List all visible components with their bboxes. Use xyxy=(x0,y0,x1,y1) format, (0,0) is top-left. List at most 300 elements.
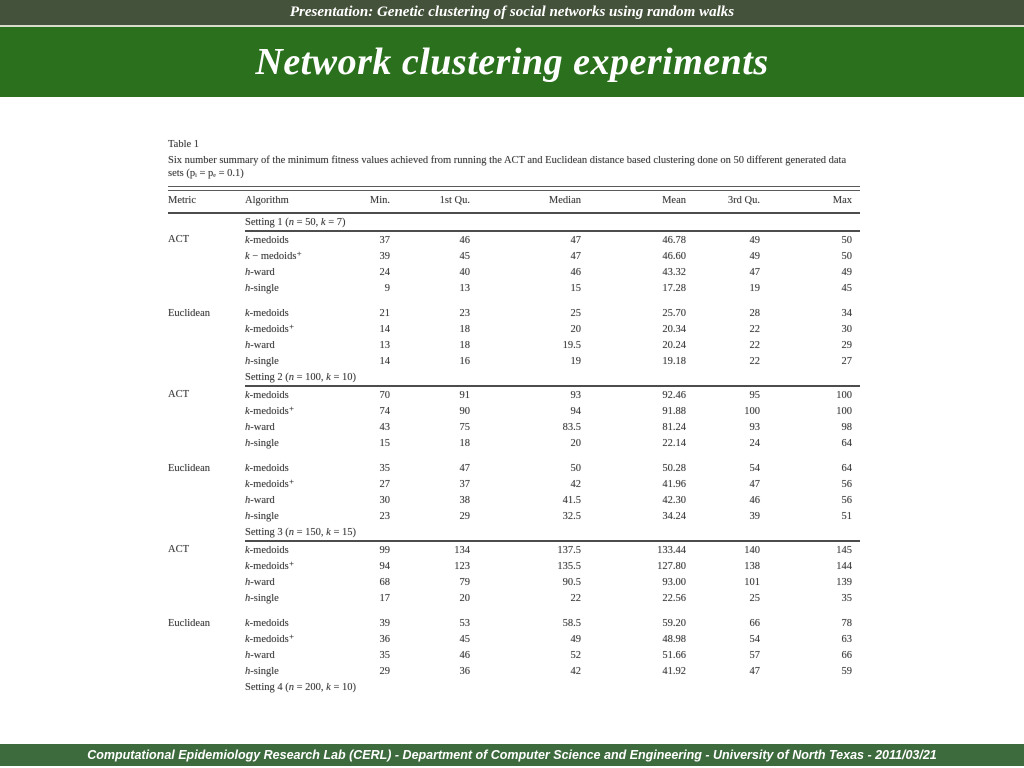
math-var: k xyxy=(326,371,331,383)
setting-text: = 15) xyxy=(330,526,357,538)
math-var: k xyxy=(245,307,250,319)
cell-value: 100 xyxy=(836,405,852,417)
cell-value: 49 xyxy=(749,250,760,262)
algorithm-text: -medoids xyxy=(249,544,289,556)
cell-metric xyxy=(168,574,245,590)
cell-value: 133.44 xyxy=(657,544,686,556)
cell-value: 29 xyxy=(841,339,852,351)
cell-metric xyxy=(168,558,245,574)
cell-algorithm xyxy=(245,541,345,558)
cell-algorithm xyxy=(245,492,345,508)
table-row xyxy=(168,663,860,679)
cell-value: 13 xyxy=(379,339,390,351)
algorithm-text: -single xyxy=(250,665,279,677)
cell-algorithm xyxy=(245,558,345,574)
results-table xyxy=(168,191,860,695)
cell-metric xyxy=(168,321,245,337)
math-var: k xyxy=(245,324,250,335)
setting-heading-row xyxy=(168,524,860,541)
math-var: k xyxy=(245,617,250,629)
setting-text: = 10) xyxy=(330,371,357,383)
cell-value: 54 xyxy=(749,633,760,645)
cell-value: 56 xyxy=(841,494,852,506)
cell-metric xyxy=(168,508,245,524)
slide-body xyxy=(0,97,1024,744)
cell-value: 30 xyxy=(841,323,852,335)
cell-metric: ACT xyxy=(168,389,189,400)
math-var: k xyxy=(245,406,250,417)
cell-value: 35 xyxy=(379,462,390,474)
math-var: k xyxy=(245,479,250,490)
cell-algorithm xyxy=(245,574,345,590)
cell-value: 51 xyxy=(841,510,852,522)
cell-value: 93 xyxy=(749,421,760,433)
cell-value: 30 xyxy=(379,494,390,506)
cell-value: 22 xyxy=(749,339,760,351)
table-row xyxy=(168,460,860,476)
cell-value: 53 xyxy=(459,617,470,629)
cell-value: 42 xyxy=(570,478,581,490)
cell-empty xyxy=(168,679,245,695)
table-row xyxy=(168,558,860,574)
cell-metric xyxy=(168,280,245,296)
cell-value: 123 xyxy=(454,560,470,572)
table-row xyxy=(168,574,860,590)
setting-text: = 7) xyxy=(325,216,346,228)
cell-value: 20 xyxy=(459,592,470,604)
cell-value: 20 xyxy=(570,437,581,449)
cell-value: 19 xyxy=(749,282,760,294)
cell-value: 49 xyxy=(841,266,852,278)
cell-metric xyxy=(168,337,245,353)
table-row xyxy=(168,435,860,451)
math-var: h xyxy=(245,339,251,351)
algorithm-text: -single xyxy=(250,437,279,449)
table-row xyxy=(168,647,860,663)
table-row xyxy=(168,248,860,264)
cell-algorithm xyxy=(245,403,345,419)
presentation-label: Presentation: xyxy=(289,4,374,20)
cell-value: 57 xyxy=(749,649,760,661)
cell-value: 41.5 xyxy=(562,494,581,506)
math-var: h xyxy=(245,494,251,506)
table-caption-title: Table 1 xyxy=(168,139,200,150)
cell-metric: Euclidean xyxy=(168,617,210,629)
presentation-bar xyxy=(0,0,1024,27)
table-row xyxy=(168,476,860,492)
cell-empty xyxy=(168,213,245,231)
cell-value: 14 xyxy=(379,323,390,335)
cell-value: 21 xyxy=(379,307,390,319)
cell-algorithm xyxy=(245,615,345,631)
table-row xyxy=(168,337,860,353)
table-row xyxy=(168,541,860,558)
cell-value: 19.18 xyxy=(662,355,686,367)
math-var: h xyxy=(245,266,251,278)
algorithm-text: -medoids xyxy=(249,307,289,319)
cell-value: 27 xyxy=(841,355,852,367)
cell-value: 134 xyxy=(454,544,470,556)
setting-text: Setting 1 ( xyxy=(245,216,289,228)
cell-metric xyxy=(168,419,245,435)
cell-value: 49 xyxy=(749,234,760,246)
cell-value: 66 xyxy=(749,617,760,629)
cell-value: 39 xyxy=(379,617,390,629)
cell-value: 47 xyxy=(749,665,760,677)
cell-value: 14 xyxy=(379,355,390,367)
spacer-cell xyxy=(168,451,860,460)
cell-metric xyxy=(168,647,245,663)
table-row xyxy=(168,321,860,337)
cell-value: 16 xyxy=(459,355,470,367)
cell-value: 93.00 xyxy=(662,576,686,588)
cell-algorithm xyxy=(245,280,345,296)
cell-algorithm xyxy=(245,476,345,492)
cell-value: 22.56 xyxy=(662,592,686,604)
cell-value: 47 xyxy=(570,234,581,246)
cell-value: 127.80 xyxy=(657,560,686,572)
math-var: k xyxy=(326,681,331,693)
cell-value: 51.66 xyxy=(662,649,686,661)
cell-value: 70 xyxy=(379,389,390,401)
cell-value: 74 xyxy=(379,405,390,417)
table-row xyxy=(168,631,860,647)
cell-value: 135.5 xyxy=(557,560,581,572)
cell-value: 94 xyxy=(379,560,390,572)
math-var: k xyxy=(245,389,250,401)
cell-algorithm xyxy=(245,353,345,369)
algorithm-text: -medoids⁺ xyxy=(249,479,295,490)
setting-heading-row xyxy=(168,369,860,386)
cell-value: 17 xyxy=(379,592,390,604)
table-body xyxy=(168,213,860,695)
math-var: h xyxy=(245,421,251,433)
algorithm-text: -ward xyxy=(250,576,275,588)
table-header xyxy=(168,191,860,213)
cell-value: 139 xyxy=(836,576,852,588)
cell-value: 91.88 xyxy=(662,405,686,417)
algorithm-text: -single xyxy=(250,510,279,522)
setting-heading xyxy=(245,369,860,386)
cell-algorithm xyxy=(245,460,345,476)
cell-algorithm xyxy=(245,386,345,403)
cell-value: 22 xyxy=(749,323,760,335)
cell-value: 47 xyxy=(749,266,760,278)
cell-value: 20.34 xyxy=(662,323,686,335)
setting-text: = 150, xyxy=(294,526,327,538)
algorithm-text: -medoids xyxy=(249,617,289,629)
cell-value: 66 xyxy=(841,649,852,661)
table-row xyxy=(168,264,860,280)
setting-text: = 100, xyxy=(294,371,327,383)
table-row xyxy=(168,615,860,631)
cell-value: 23 xyxy=(379,510,390,522)
cell-value: 18 xyxy=(459,323,470,335)
cell-value: 39 xyxy=(379,250,390,262)
cell-value: 48.98 xyxy=(662,633,686,645)
cell-value: 37 xyxy=(379,234,390,246)
cell-value: 24 xyxy=(379,266,390,278)
cell-value: 92.46 xyxy=(662,389,686,401)
cell-value: 99 xyxy=(379,544,390,556)
cell-algorithm xyxy=(245,264,345,280)
presentation-subtitle: Genetic clustering of social networks using random walks xyxy=(373,4,735,20)
cell-metric: ACT xyxy=(168,234,189,245)
spacer-cell xyxy=(168,606,860,615)
math-var: k xyxy=(245,634,250,645)
math-var: k xyxy=(245,234,250,246)
cell-value: 46 xyxy=(570,266,581,278)
cell-value: 29 xyxy=(379,665,390,677)
cell-value: 140 xyxy=(744,544,760,556)
cell-algorithm xyxy=(245,647,345,663)
cell-metric xyxy=(168,435,245,451)
math-var: h xyxy=(245,437,251,449)
cell-value: 39 xyxy=(749,510,760,522)
cell-value: 49 xyxy=(570,633,581,645)
math-var: h xyxy=(245,576,251,588)
math-var: h xyxy=(245,592,251,604)
cell-value: 15 xyxy=(570,282,581,294)
cell-value: 59 xyxy=(841,665,852,677)
cell-value: 93 xyxy=(570,389,581,401)
algorithm-text: -medoids xyxy=(249,389,289,401)
cell-value: 43.32 xyxy=(662,266,686,278)
col-header-median: Median xyxy=(470,191,581,213)
algorithm-text: -medoids xyxy=(249,234,289,246)
math-var: n xyxy=(288,526,294,538)
cell-value: 138 xyxy=(744,560,760,572)
cell-value: 36 xyxy=(379,633,390,645)
slide-title-band xyxy=(0,27,1024,97)
cell-value: 46 xyxy=(459,649,470,661)
row-spacer xyxy=(168,296,860,305)
cell-value: 100 xyxy=(836,389,852,401)
cell-algorithm xyxy=(245,248,345,264)
cell-value: 45 xyxy=(459,633,470,645)
algorithm-text: -ward xyxy=(250,494,275,506)
math-var: h xyxy=(245,355,251,367)
algorithm-text: -ward xyxy=(250,421,275,433)
row-spacer xyxy=(168,451,860,460)
col-header-max: Max xyxy=(760,191,860,213)
cell-value: 22 xyxy=(570,592,581,604)
math-var: n xyxy=(288,216,294,228)
setting-heading-row xyxy=(168,679,860,695)
cell-value: 25.70 xyxy=(662,307,686,319)
cell-value: 42 xyxy=(570,665,581,677)
setting-heading xyxy=(245,679,860,695)
cell-algorithm xyxy=(245,590,345,606)
algorithm-text: -single xyxy=(250,282,279,294)
cell-value: 41.96 xyxy=(662,478,686,490)
table-row xyxy=(168,231,860,248)
row-spacer xyxy=(168,606,860,615)
cell-value: 20 xyxy=(570,323,581,335)
cell-value: 63 xyxy=(841,633,852,645)
cell-algorithm xyxy=(245,231,345,248)
cell-value: 40 xyxy=(459,266,470,278)
math-var: k xyxy=(245,544,250,556)
cell-value: 34.24 xyxy=(662,510,686,522)
footer-text: Computational Epidemiology Research Lab (CERL) - Department of Computer Science and Engineering - University of North Texas - 2011/03/21 xyxy=(87,748,937,762)
cell-value: 37 xyxy=(459,478,470,490)
col-header-algorithm: Algorithm xyxy=(245,191,345,213)
cell-value: 95 xyxy=(749,389,760,401)
cell-value: 17.28 xyxy=(662,282,686,294)
cell-algorithm xyxy=(245,321,345,337)
math-var: h xyxy=(245,665,251,677)
cell-value: 15 xyxy=(379,437,390,449)
table-row xyxy=(168,492,860,508)
cell-value: 78 xyxy=(841,617,852,629)
cell-value: 56 xyxy=(841,478,852,490)
cell-value: 18 xyxy=(459,339,470,351)
cell-algorithm xyxy=(245,663,345,679)
cell-value: 75 xyxy=(459,421,470,433)
setting-text: = 10) xyxy=(330,681,357,693)
math-var: n xyxy=(288,371,294,383)
cell-metric: ACT xyxy=(168,544,189,555)
cell-metric xyxy=(168,476,245,492)
cell-value: 36 xyxy=(459,665,470,677)
table-row xyxy=(168,419,860,435)
cell-value: 46.60 xyxy=(662,250,686,262)
cell-algorithm xyxy=(245,435,345,451)
cell-algorithm xyxy=(245,508,345,524)
table-row xyxy=(168,403,860,419)
table-row xyxy=(168,508,860,524)
setting-heading-row xyxy=(168,213,860,231)
algorithm-text: -medoids⁺ xyxy=(249,406,295,417)
cell-metric xyxy=(168,663,245,679)
cell-value: 45 xyxy=(841,282,852,294)
cell-algorithm xyxy=(245,631,345,647)
algorithm-text: -ward xyxy=(250,339,275,351)
table-caption-text: Six number summary of the minimum fitness values achieved from running the ACT and Euclidean distance based clustering done on 50 different generated data sets (pᵢ = pₑ = 0.1) xyxy=(168,155,847,179)
cell-algorithm xyxy=(245,419,345,435)
table-row xyxy=(168,280,860,296)
cell-value: 24 xyxy=(749,437,760,449)
setting-text: = 200, xyxy=(294,681,327,693)
cell-value: 19.5 xyxy=(562,339,581,351)
setting-text: = 50, xyxy=(294,216,321,228)
cell-metric xyxy=(168,631,245,647)
cell-value: 90 xyxy=(459,405,470,417)
cell-value: 19 xyxy=(570,355,581,367)
cell-value: 41.92 xyxy=(662,665,686,677)
cell-value: 32.5 xyxy=(562,510,581,522)
cell-value: 45 xyxy=(459,250,470,262)
cell-value: 42.30 xyxy=(662,494,686,506)
col-header-mean: Mean xyxy=(581,191,686,213)
setting-text: Setting 3 ( xyxy=(245,526,289,538)
cell-value: 91 xyxy=(459,389,470,401)
col-header-3rd-qu: 3rd Qu. xyxy=(686,191,760,213)
setting-heading xyxy=(245,524,860,541)
cell-value: 101 xyxy=(744,576,760,588)
cell-value: 47 xyxy=(570,250,581,262)
cell-value: 98 xyxy=(841,421,852,433)
math-var: k xyxy=(320,216,326,228)
algorithm-text: -medoids xyxy=(249,462,289,474)
setting-text: Setting 2 ( xyxy=(245,371,289,383)
math-var: k xyxy=(326,526,331,538)
col-header-1st-qu: 1st Qu. xyxy=(390,191,470,213)
cell-value: 29 xyxy=(459,510,470,522)
table-row xyxy=(168,353,860,369)
cell-value: 13 xyxy=(459,282,470,294)
footer-bar xyxy=(0,744,1024,766)
cell-value: 43 xyxy=(379,421,390,433)
table-row xyxy=(168,386,860,403)
math-var: h xyxy=(245,510,251,522)
setting-text: Setting 4 ( xyxy=(245,681,289,693)
table-header-row xyxy=(168,191,860,213)
col-header-metric: Metric xyxy=(168,191,245,213)
algorithm-text: -medoids⁺ xyxy=(249,561,295,572)
setting-heading xyxy=(245,213,860,231)
cell-value: 22 xyxy=(749,355,760,367)
cell-value: 52 xyxy=(570,649,581,661)
cell-value: 68 xyxy=(379,576,390,588)
cell-value: 28 xyxy=(749,307,760,319)
cell-value: 79 xyxy=(459,576,470,588)
cell-empty xyxy=(168,369,245,386)
math-var: h xyxy=(245,282,251,294)
cell-value: 47 xyxy=(459,462,470,474)
cell-algorithm xyxy=(245,305,345,321)
cell-value: 46 xyxy=(749,494,760,506)
cell-metric xyxy=(168,492,245,508)
cell-value: 9 xyxy=(384,282,390,294)
cell-metric xyxy=(168,353,245,369)
cell-value: 50 xyxy=(841,234,852,246)
cell-value: 137.5 xyxy=(557,544,581,556)
cell-value: 35 xyxy=(379,649,390,661)
algorithm-text: -medoids⁺ xyxy=(249,324,295,335)
cell-value: 38 xyxy=(459,494,470,506)
algorithm-text: -single xyxy=(250,592,279,604)
cell-metric: Euclidean xyxy=(168,307,210,319)
algorithm-text: − medoids⁺ xyxy=(249,251,302,262)
math-var: k xyxy=(245,462,250,474)
cell-metric xyxy=(168,403,245,419)
cell-value: 46.78 xyxy=(662,234,686,246)
cell-value: 94 xyxy=(570,405,581,417)
cell-metric xyxy=(168,264,245,280)
algorithm-text: -single xyxy=(250,355,279,367)
cell-value: 59.20 xyxy=(662,617,686,629)
algorithm-text: -ward xyxy=(250,266,275,278)
math-var: k xyxy=(245,561,250,572)
cell-value: 144 xyxy=(836,560,852,572)
algorithm-text: -ward xyxy=(250,649,275,661)
cell-value: 81.24 xyxy=(662,421,686,433)
spacer-cell xyxy=(168,296,860,305)
table-scan xyxy=(168,138,860,695)
cell-value: 100 xyxy=(744,405,760,417)
table-row xyxy=(168,305,860,321)
cell-value: 18 xyxy=(459,437,470,449)
cell-value: 145 xyxy=(836,544,852,556)
slide-title: Network clustering experiments xyxy=(255,41,769,83)
cell-empty xyxy=(168,524,245,541)
cell-value: 50 xyxy=(570,462,581,474)
cell-value: 25 xyxy=(570,307,581,319)
cell-value: 54 xyxy=(749,462,760,474)
algorithm-text: -medoids⁺ xyxy=(249,634,295,645)
